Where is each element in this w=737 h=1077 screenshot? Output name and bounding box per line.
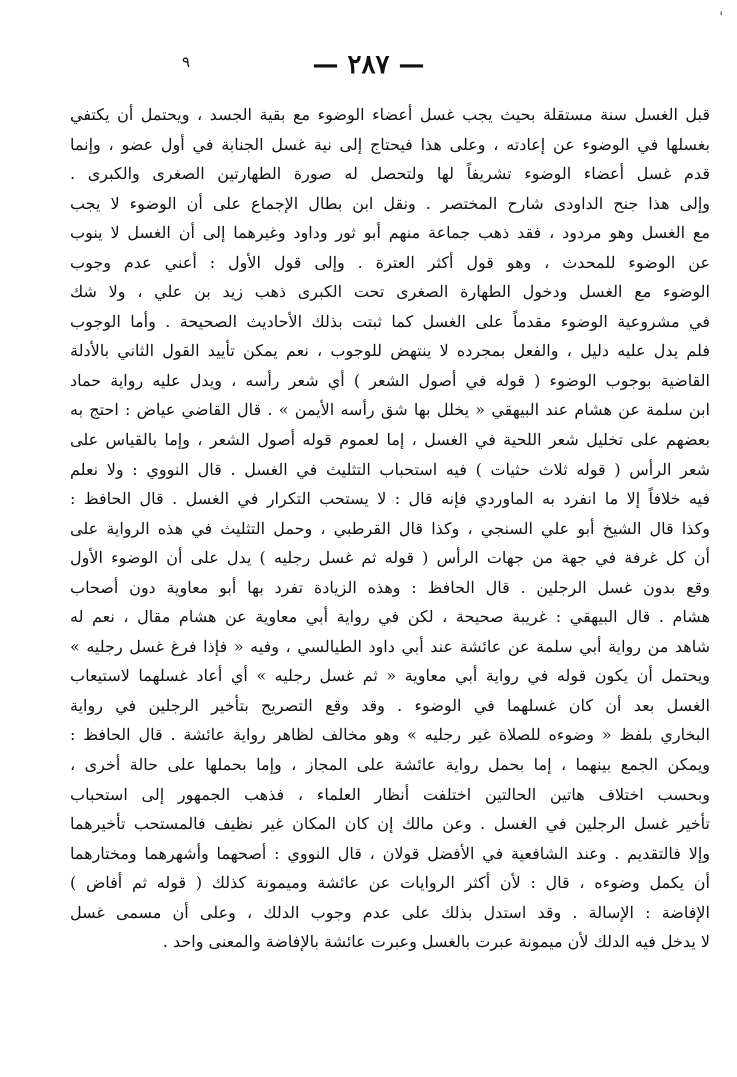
- text-line: وإلى هذا جنح الداودى شارح المختصر . ونقل ابن بطال الإجماع على أن الوضوء لا يجب: [70, 193, 710, 213]
- text-line: الإفاضة : الإسالة . وقد استدل بذلك على عدم وجوب الدلك ، وعلى أن مسمى غسل: [70, 902, 710, 922]
- text-line: بعضهم على تخليل شعر اللحية في الغسل ، إما لعموم قوله أصول الشعر ، وإما بالقياس على: [70, 430, 710, 450]
- text-line: ويحتمل أن يكون قوله في رواية أبي معاوية « ثم غسل رجليه » أي أعاد غسلهما لاستيعاب: [70, 666, 710, 686]
- text-line: شاهد من رواية أبي سلمة عن عائشة عند أبي داود الطيالسي ، وفيه « فإذا فرغ غسل رجليه »: [70, 636, 710, 656]
- text-line: مع الغسل وهو مردود ، فقد ذهب جماعة منهم أبو ثور وداود وغيرهما إلى أن الغسل لا ينوب: [70, 223, 710, 243]
- text-line: ويمكن الجمع بينهما ، إما بحمل رواية عائشة على المجاز ، وإما بحملها على حالة أخرى ،: [70, 755, 710, 775]
- text-line: أن كل غرفة في جهة من جهات الرأس ( قوله ثم غسل رجليه ) يدل على أن الوضوء الأول: [70, 548, 710, 568]
- text-line: وبحسب اختلاف هاتين الحالتين اختلفت أنظار العلماء ، فذهب الجمهور إلى استحباب: [70, 784, 710, 804]
- text-line: وكذا قال الشيخ أبو علي السنجي ، وكذا قال القرطبي ، وحمل التثليث في هذه الرواية على: [70, 518, 710, 538]
- text-line: الغسل بعد أن كان غسلهما في الوضوء . وقد وقع التصريح بتأخير الرجلين في رواية: [70, 695, 710, 715]
- text-line: وإلا فالتقديم . وعند الشافعية في الأفضل قولان ، قال النووي : أصحهما وأشهرهما ومختارهما: [70, 843, 710, 863]
- text-line: لا يدخل فيه الدلك لأن ميمونة عبرت بالغسل وعبرت عائشة بالإفاضة والمعنى واحد .: [162, 932, 710, 952]
- margin-mark: ٩: [182, 53, 191, 71]
- text-line: قدم غسل أعضاء الوضوء تشريفاً لها ولتحصل له صورة الطهارتين الصغرى والكبرى .: [70, 164, 710, 184]
- text-line: هشام . قال البيهقي : غريبة صحيحة ، لكن في رواية أبي معاوية عن هشام مقال ، نعم له: [70, 607, 710, 627]
- text-line: فلم يدل عليه دليل ، والفعل بمجرده لا ينتهض للوجوب ، نعم يمكن تأييد القول الثاني بالأدلة: [70, 341, 710, 361]
- text-line: الوضوء مع الغسل ودخول الطهارة الصغرى تحت الكبرى ذهب زيد بن علي ، ولا شك: [70, 282, 710, 302]
- text-line: أن يكمل وضوءه ، قال : لأن أكثر الروايات عن عائشة وميمونة كذلك ( قوله ثم أفاض ): [70, 873, 710, 893]
- text-line: في مشروعية الوضوء مقدماً على الغسل كما ثبتت بذلك الأحاديث الصحيحة . وأما الوجوب: [70, 311, 710, 331]
- text-line: القاضية بوجوب الوضوء ( قوله في أصول الشعر ) أي شعر رأسه ، ويدل عليه رواية حماد: [70, 370, 710, 390]
- text-line: شعر الرأس ( قوله ثلاث حثيات ) فيه استحباب التثليث في الغسل . قال النووي : ولا نعلم: [70, 459, 710, 479]
- text-line: قبل الغسل سنة مستقلة بحيث يجب غسل أعضاء الوضوء مع بقية الجسد ، ويحتمل أن يكتفي: [70, 105, 710, 124]
- text-line: ابن سلمة عن هشام عند البيهقي « يخلل بها شق رأسه الأيمن » . قال القاضي عياض : احتج به: [70, 400, 710, 420]
- text-line: تأخير غسل الرجلين في الغسل . وعن مالك إن كان المكان غير نظيف فالمستحب تأخيرهما: [70, 814, 710, 834]
- text-line: فيه خلافاً إلا ما انفرد به الماوردي فإنه قال : لا يستحب التكرار في الغسل . قال الحافظ :: [70, 489, 710, 509]
- text-line: وقع بدون غسل الرجلين . قال الحافظ : وهذه الزيادة تفرد بها أبو معاوية دون أصحاب: [70, 577, 710, 597]
- text-line: عن الوضوء للمحدث ، وهو قول أكثر العترة . وإلى قول الأول : أعني عدم وجوب: [70, 252, 710, 272]
- text-line: بغسلها في الوضوء عن إعادته ، وعلى هذا فيحتاج إلى نية غسل الجنابة في أول عضو ، وإنما: [70, 134, 710, 154]
- corner-mark: ': [719, 10, 723, 25]
- text-line: البخاري بلفظ « وضوءه للصلاة غير رجليه » وهو مخالف لظاهر رواية عائشة . قال الحافظ :: [70, 725, 710, 745]
- body-text: [70, 100, 710, 957]
- page-number: — ٢٨٧ —: [312, 50, 425, 80]
